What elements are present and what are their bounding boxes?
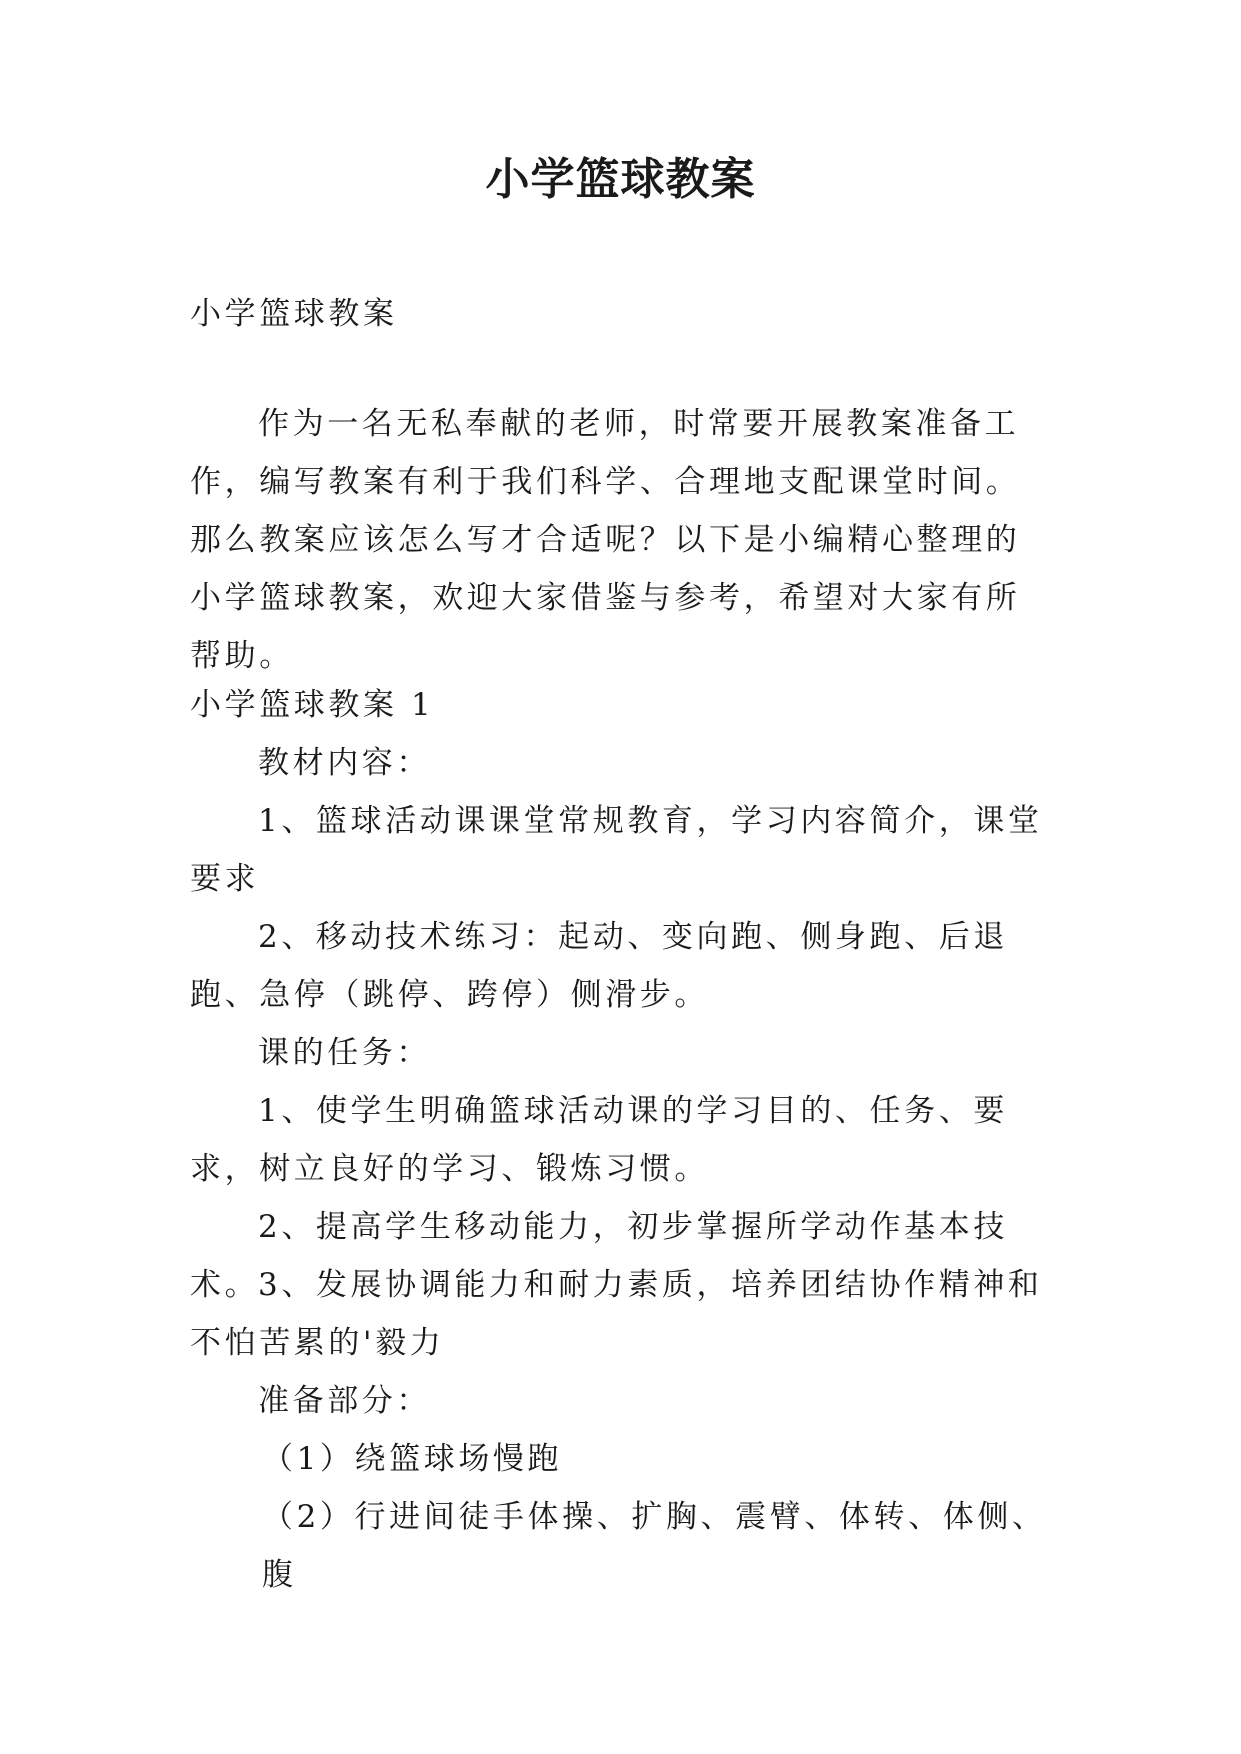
task-item-1: 1、使学生明确篮球活动课的学习目的、任务、要求，树立良好的学习、锻炼习惯。 bbox=[190, 1093, 1008, 1187]
prep-item-1: （1）绕篮球场慢跑 bbox=[262, 1441, 563, 1477]
material-item-1: 1、篮球活动课课堂常规教育，学习内容简介，课堂要求 bbox=[190, 803, 1043, 897]
task-item-2: 2、提高学生移动能力，初步掌握所学动作基本技术。 bbox=[190, 1209, 1008, 1303]
intro-paragraph: 作为一名无私奉献的老师，时常要开展教案准备工作，编写教案有利于我们科学、合理地支配课堂时间。那么教案应该怎么写才合适呢？以下是小编精心整理的小学篮球教案，欢迎大家借鉴与参考，希望对大家有所帮助。 bbox=[190, 406, 1021, 674]
document-subtitle: 小学篮球教案 bbox=[190, 296, 398, 332]
materials-label: 教材内容： bbox=[258, 745, 431, 781]
task-item-3: 3、发展协调能力和耐力素质，培养团结协作精神和不怕苦累的'毅力 bbox=[190, 1267, 1043, 1361]
material-item-2: 2、移动技术练习：起动、变向跑、侧身跑、后退跑、急停（跳停、跨停）侧滑步。 bbox=[190, 919, 1008, 1013]
document-title: 小学篮球教案 bbox=[485, 154, 756, 205]
prep-label: 准备部分： bbox=[258, 1383, 431, 1419]
prep-item-2: （2）行进间徒手体操、扩胸、震臂、体转、体侧、腹 bbox=[262, 1499, 1047, 1593]
tasks-label: 课的任务： bbox=[258, 1035, 431, 1071]
section-heading: 小学篮球教案 1 bbox=[190, 687, 435, 723]
